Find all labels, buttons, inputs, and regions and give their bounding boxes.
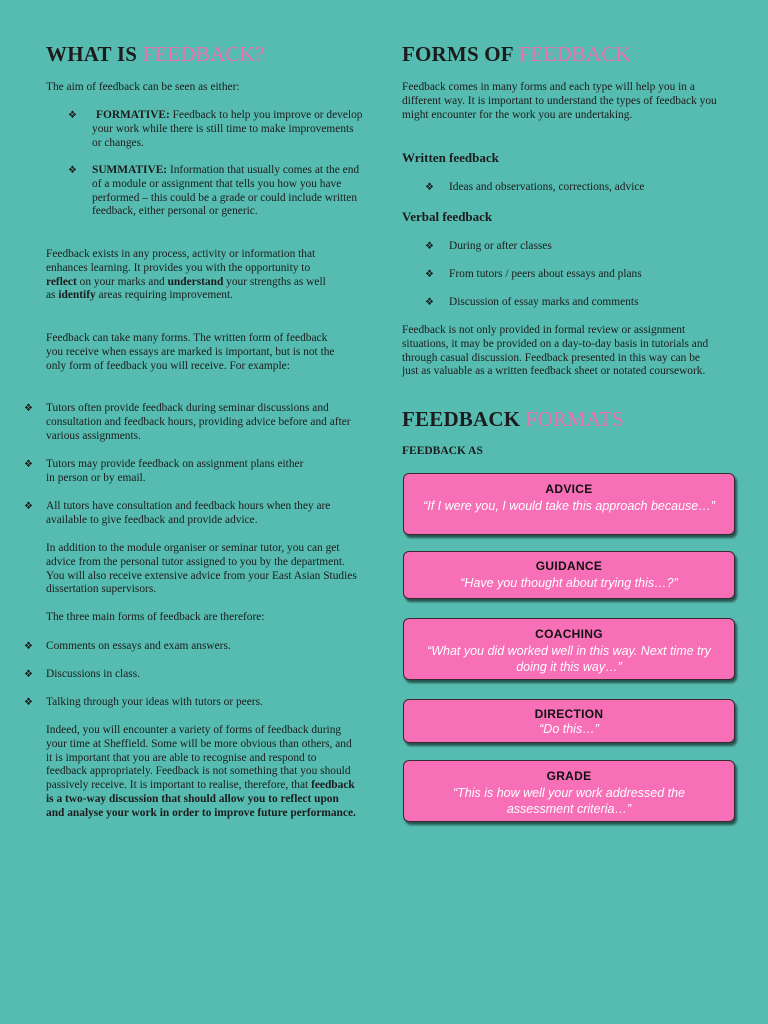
card-quote: “If I were you, I would take this approach because…” <box>423 499 715 513</box>
p1-text: Feedback exists in any process, activity or information that enhances learning. It provides you with the opportunity to <box>46 248 316 274</box>
formative-label: FORMATIVE: <box>96 109 170 121</box>
diamond-bullet-icon: ❖ <box>425 297 434 308</box>
verbal-feedback-heading: Verbal feedback <box>402 209 493 224</box>
diamond-bullet-icon: ❖ <box>24 641 33 652</box>
verbal-item: During or after classes <box>449 240 552 252</box>
feedback-as-label: FEEDBACK AS <box>402 445 483 457</box>
feedback-formats-title <box>402 407 624 432</box>
p1-bold-identify: identify <box>58 289 96 302</box>
diamond-bullet-icon: ❖ <box>68 165 77 176</box>
left-paragraph-2: Feedback can take many forms. The written form of feedback you receive when essays are marked is important, but is not the only form of feedback you will receive. For example: <box>46 332 335 372</box>
p1-text: your strengths as well as <box>46 275 326 302</box>
left-paragraph-3: In addition to the module organiser or seminar tutor, you can get advice from the personal tutor assigned to you by the department. You will also receive extensive advice from your East Asian Studies dissertation supervisors. <box>46 542 357 596</box>
written-feedback-heading: Written feedback <box>402 150 499 165</box>
p5-text: Indeed, you will encounter a variety of forms of feedback during your time at Sheffield. Some will be more obvious than others, and it is important that you are able to recognise and respond to feedback appropriately. Feedback is not something that you should passively receive. It is important to realise, therefore, that <box>46 724 352 792</box>
bullet-item: Talking through your ideas with tutors or peers. <box>46 696 263 708</box>
card-quote: “What you did worked well in this way. Next time try doing it this way…” <box>427 644 711 674</box>
diamond-bullet-icon: ❖ <box>24 697 33 708</box>
card-title: COACHING <box>535 627 603 641</box>
p1-text: on your marks and <box>76 275 168 288</box>
bullet-item: Comments on essays and exam answers. <box>46 640 231 652</box>
left-paragraph-5 <box>46 724 358 821</box>
forms-of-feedback-title <box>402 42 631 67</box>
bullet-item: Tutors often provide feedback during seminar discussions and consultation and feedback hours, providing advice before and after various assignments. <box>46 402 351 442</box>
feedback-card-guidance <box>403 551 735 599</box>
written-item: Ideas and observations, corrections, advice <box>449 181 645 193</box>
summative-label: SUMMATIVE: <box>92 164 168 176</box>
title-accent: FORMATS <box>525 407 625 431</box>
left-paragraph-1 <box>46 248 338 303</box>
summative-item <box>92 164 364 219</box>
p1-text: areas requiring improvement. <box>95 289 233 302</box>
summative-text: Information that usually comes at the end of a module or assignment that tells you how you have performed – this could be a grade or could include written feedback, either personal or generic. <box>92 164 360 218</box>
right-closing: Feedback is not only provided in formal review or assignment situations, it may be provided on a day-to-day basis in tutorials and through casual discussion. Feedback presented in this way can be just as valuable as a written feedback sheet or notated coursework. <box>402 324 709 378</box>
feedback-card-advice <box>403 473 735 535</box>
diamond-bullet-icon: ❖ <box>425 269 434 280</box>
title-plain: FEEDBACK <box>402 407 526 431</box>
p1-bold-reflect: reflect <box>46 275 77 288</box>
formative-item <box>92 109 364 150</box>
diamond-bullet-icon: ❖ <box>24 669 33 680</box>
diamond-bullet-icon: ❖ <box>68 110 77 121</box>
verbal-item: Discussion of essay marks and comments <box>449 296 639 308</box>
p5-bold: feedback is a two-way discussion that should allow you to reflect upon and analyse your work in order to improve future performance. <box>46 779 356 819</box>
feedback-card-direction <box>403 699 735 743</box>
title-accent: FEEDBACK? <box>142 42 265 66</box>
left-paragraph-4: The three main forms of feedback are therefore: <box>46 611 265 623</box>
p1-bold-understand: understand <box>167 275 224 288</box>
card-quote: “Do this…” <box>539 722 599 736</box>
what-is-feedback-title <box>46 42 265 67</box>
bullet-item: Discussions in class. <box>46 668 140 680</box>
card-title: DIRECTION <box>534 707 604 721</box>
diamond-bullet-icon: ❖ <box>24 459 33 470</box>
card-quote: “This is how well your work addressed the assessment criteria…” <box>452 786 686 816</box>
formative-text: Feedback to help you improve or develop your work while there is still time to make improvements or changes. <box>92 109 363 149</box>
title-plain: WHAT IS <box>46 42 143 66</box>
diamond-bullet-icon: ❖ <box>24 403 33 414</box>
left-intro: The aim of feedback can be seen as either: <box>46 81 240 93</box>
title-accent: FEEDBACK <box>518 42 631 66</box>
bullet-item: All tutors have consultation and feedback hours when they are available to give feedback and provide advice. <box>46 500 331 526</box>
diamond-bullet-icon: ❖ <box>425 182 434 193</box>
right-intro: Feedback comes in many forms and each type will help you in a different way. It is important to understand the types of feedback you might encounter for the work you are undertaking. <box>402 81 717 121</box>
title-plain: FORMS OF <box>402 42 519 66</box>
diamond-bullet-icon: ❖ <box>425 241 434 252</box>
card-title: ADVICE <box>545 482 593 496</box>
bullet-item: Tutors may provide feedback on assignment plans either in person or by email. <box>46 458 304 484</box>
diamond-bullet-icon: ❖ <box>24 501 33 512</box>
card-title: GUIDANCE <box>535 559 603 573</box>
feedback-card-grade <box>403 760 735 822</box>
card-quote: “Have you thought about trying this…?” <box>460 576 678 590</box>
feedback-card-coaching <box>403 618 735 680</box>
verbal-item: From tutors / peers about essays and plans <box>449 268 642 280</box>
card-title: GRADE <box>546 769 592 783</box>
